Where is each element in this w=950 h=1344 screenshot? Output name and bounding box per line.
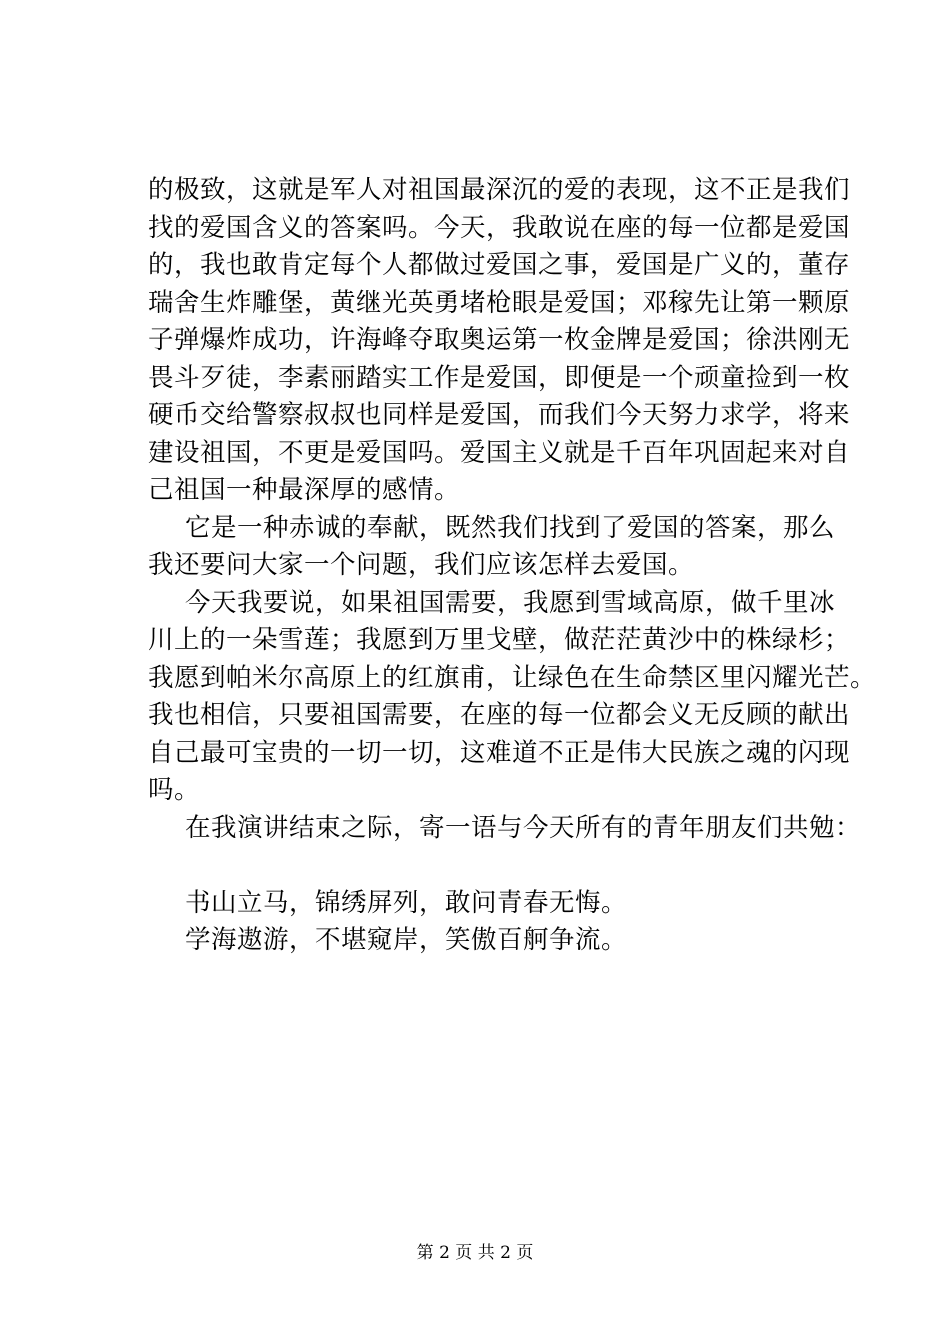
text-line: 找的爱国含义的答案吗。今天，我敢说在座的每一位都是爱国 [148,212,851,243]
paragraph-start-line: 今天我要说，如果祖国需要，我愿到雪域高原，做千里冰 [185,587,836,618]
document-body [148,172,877,960]
blank-line [148,847,860,885]
text-line: 吗。 [148,775,201,805]
text-line: 瑞舍生炸雕堡，黄继光英勇堵枪眼是爱国；邓稼先让第一颗原 [148,287,851,318]
verse-line: 书山立马，锦绣屏列，敢问青春无悔。 [185,887,628,918]
text-line: 川上的一朵雪莲；我愿到万里戈壁，做茫茫黄沙中的株绿杉； [148,625,851,655]
text-line: 畏斗歹徒，李素丽踏实工作是爱国，即便是一个顽童捡到一枚 [148,362,851,393]
page-footer: 第 2 页 共 2 页 [416,1243,534,1263]
text-line: 我还要问大家一个问题，我们应该怎样去爱国。 [148,550,695,580]
text-line: 己祖国一种最深厚的感情。 [148,475,461,505]
verse-line: 学海遨游，不堪窥岸，笑傲百舸争流。 [185,925,628,955]
paragraph-start-line: 它是一种赤诚的奉献，既然我们找到了爱国的答案，那么 [185,512,836,543]
text-line: 我也相信，只要祖国需要，在座的每一位都会义无反顾的献出 [148,700,851,730]
paragraph-start-line: 在我演讲结束之际，寄一语与今天所有的青年朋友们共勉： [185,812,862,843]
text-line: 建设祖国，不更是爱国吗。爱国主义就是千百年巩固起来对自 [148,437,851,468]
text-line: 硬币交给警察叔叔也同样是爱国，而我们今天努力求学，将来 [148,400,851,430]
text-line: 的极致，这就是军人对祖国最深沉的爱的表现，这不正是我们 [148,175,851,205]
text-line: 我愿到帕米尔高原上的红旗甫，让绿色在生命禁区里闪耀光芒。 [148,662,877,693]
text-line: 的，我也敢肯定每个人都做过爱国之事，爱国是广义的，董存 [148,250,851,280]
text-line: 自己最可宝贵的一切一切，这难道不正是伟大民族之魂的闪现 [148,737,851,768]
text-line: 子弹爆炸成功，许海峰夺取奥运第一枚金牌是爱国；徐洪刚无 [148,325,851,355]
